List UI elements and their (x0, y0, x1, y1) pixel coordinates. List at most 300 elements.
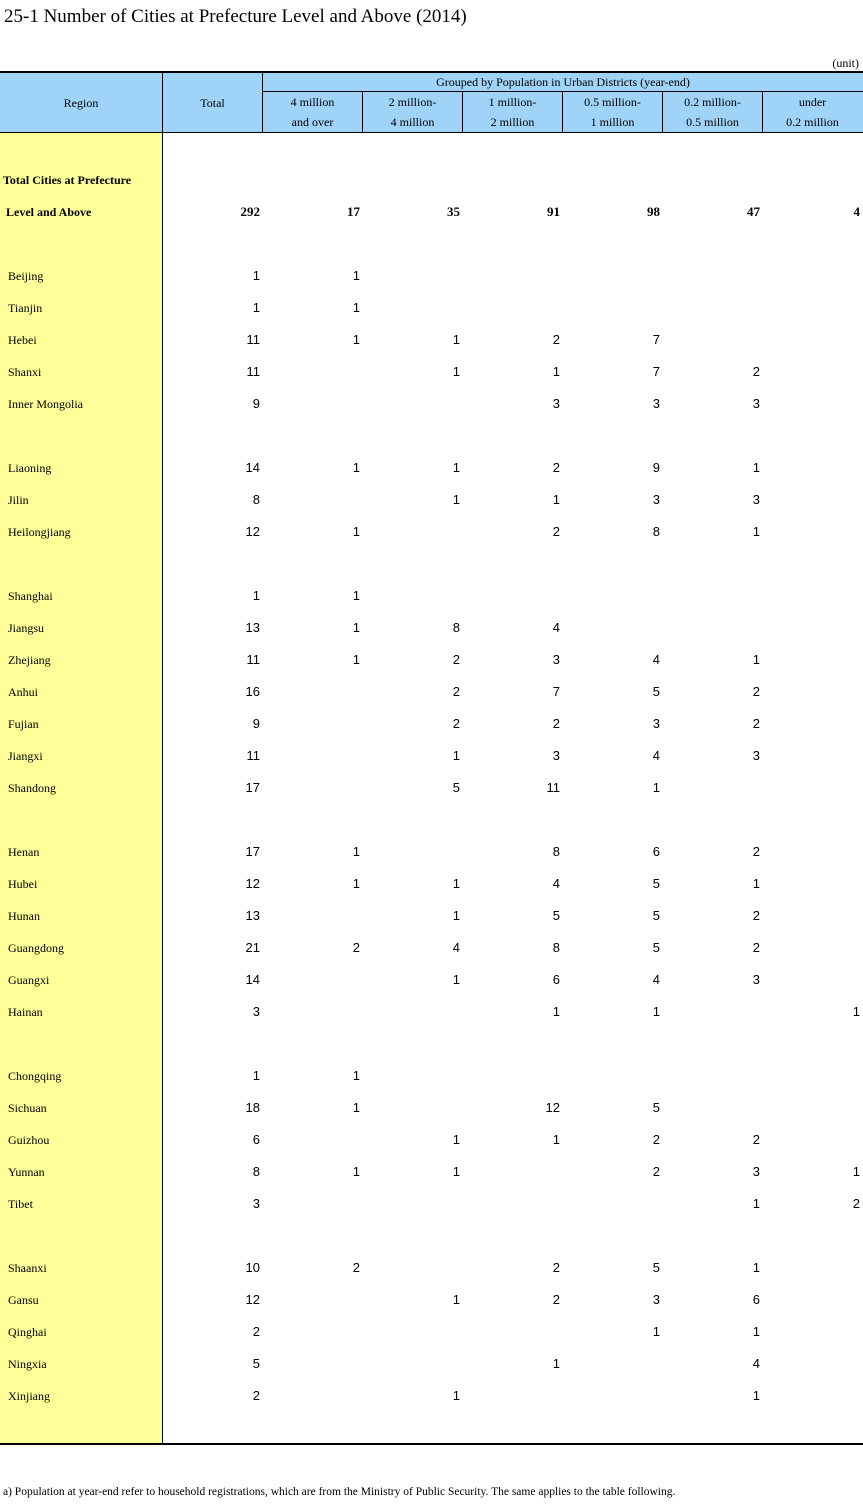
region-name: Shanghai (8, 589, 53, 603)
total-value: 13 (245, 908, 260, 923)
table-row (0, 644, 863, 676)
value-cell: 1 (652, 1324, 660, 1339)
header-bottom-border (0, 132, 863, 133)
total-value: 9 (252, 716, 260, 731)
value-cell: 9 (652, 460, 660, 475)
value-cell (380, 1092, 460, 1124)
header-line: 0.5 million (686, 115, 739, 129)
value-cell (280, 772, 360, 804)
value-cell: 3 (652, 716, 660, 731)
value-cell (780, 388, 860, 420)
value-cell: 2 (352, 940, 360, 955)
value-cell: 8 (652, 524, 660, 539)
region-name: Jiangxi (8, 749, 43, 763)
region-name: Tibet (8, 1197, 33, 1211)
total-value: 11 (246, 748, 260, 763)
header-line: 4 million (290, 95, 335, 109)
total-value: 2 (252, 1324, 260, 1339)
value-cell: 5 (652, 1100, 660, 1115)
total-value: 292 (240, 204, 260, 219)
value-cell: 1 (652, 1004, 660, 1019)
total-value: 18 (245, 1100, 260, 1115)
value-cell: 4 (552, 620, 560, 635)
table-row (0, 356, 863, 388)
value-cell: 1 (452, 364, 460, 379)
table-row (0, 1252, 863, 1284)
value-cell (380, 1316, 460, 1348)
value-cell: 1 (652, 780, 660, 795)
total-value: 11 (246, 332, 260, 347)
header-total: Total (200, 96, 225, 110)
value-cell (280, 1348, 360, 1380)
total-value: 17 (245, 780, 260, 795)
header-line: and over (291, 115, 334, 129)
value-cell: 1 (752, 524, 760, 539)
value-cell: 98 (647, 204, 660, 219)
value-cell: 5 (652, 940, 660, 955)
table-row (0, 1188, 863, 1220)
value-cell: 2 (352, 1260, 360, 1275)
value-cell: 1 (352, 268, 360, 283)
value-cell (480, 1060, 560, 1092)
value-cell: 7 (652, 364, 660, 379)
region-name: Fujian (8, 717, 39, 731)
table-row (0, 932, 863, 964)
value-cell (380, 388, 460, 420)
value-cell (780, 260, 860, 292)
value-cell (780, 644, 860, 676)
value-cell (780, 356, 860, 388)
total-row-label-line1: Total Cities at Prefecture (3, 173, 132, 187)
header-line: under (798, 95, 827, 109)
table-row (0, 324, 863, 356)
value-cell (280, 1284, 360, 1316)
value-cell: 1 (352, 876, 360, 891)
value-cell (680, 260, 760, 292)
value-cell: 3 (652, 492, 660, 507)
data-table (0, 71, 863, 1445)
value-cell: 4 (552, 876, 560, 891)
table-row (0, 708, 863, 740)
value-cell (280, 676, 360, 708)
table-row (0, 580, 863, 612)
table-row (0, 868, 863, 900)
value-cell: 1 (552, 492, 560, 507)
value-cell: 47 (747, 204, 760, 219)
value-cell: 5 (652, 684, 660, 699)
region-name: Jilin (8, 493, 29, 507)
value-cell: 5 (552, 908, 560, 923)
header-col-4m-plus (263, 92, 362, 132)
value-cell: 8 (552, 940, 560, 955)
value-cell (780, 676, 860, 708)
table-row-total (0, 196, 863, 228)
value-cell: 1 (352, 588, 360, 603)
value-cell: 1 (452, 908, 460, 923)
value-cell (480, 260, 560, 292)
value-cell (780, 1252, 860, 1284)
value-cell: 91 (547, 204, 560, 219)
value-cell (280, 484, 360, 516)
header-line: 0.5 million- (584, 95, 641, 109)
value-cell: 1 (752, 1388, 760, 1403)
value-cell (780, 324, 860, 356)
region-name: Jiangsu (8, 621, 44, 635)
value-cell (480, 1380, 560, 1412)
total-value: 12 (245, 524, 260, 539)
region-name: Shandong (8, 781, 56, 795)
value-cell: 1 (552, 1004, 560, 1019)
value-cell: 2 (452, 652, 460, 667)
header-col-under-02m (763, 92, 862, 132)
region-name: Liaoning (8, 461, 52, 475)
value-cell (680, 580, 760, 612)
header-line: 2 million- (388, 95, 437, 109)
total-value: 6 (252, 1132, 260, 1147)
unit-label: (unit) (832, 56, 859, 70)
value-cell (280, 388, 360, 420)
value-cell: 1 (552, 364, 560, 379)
value-cell (280, 1380, 360, 1412)
total-value: 5 (252, 1356, 260, 1371)
table-row (0, 1284, 863, 1316)
header-line: 1 million (590, 115, 635, 129)
value-cell (280, 1124, 360, 1156)
table-row (0, 996, 863, 1028)
value-cell (680, 612, 760, 644)
value-cell (280, 356, 360, 388)
total-value: 8 (252, 492, 260, 507)
value-cell: 2 (552, 1260, 560, 1275)
region-name: Guizhou (8, 1133, 50, 1147)
value-cell: 1 (352, 300, 360, 315)
value-cell (780, 1284, 860, 1316)
value-cell: 4 (652, 652, 660, 667)
value-cell: 1 (752, 876, 760, 891)
total-value: 3 (252, 1196, 260, 1211)
table-row (0, 676, 863, 708)
value-cell: 1 (752, 460, 760, 475)
region-name: Sichuan (8, 1101, 47, 1115)
value-cell: 1 (352, 844, 360, 859)
value-cell: 2 (652, 1164, 660, 1179)
value-cell: 3 (652, 1292, 660, 1307)
value-cell (280, 1188, 360, 1220)
value-cell (780, 1316, 860, 1348)
value-cell: 3 (752, 972, 760, 987)
value-cell (280, 996, 360, 1028)
value-cell (580, 1380, 660, 1412)
header-col-1m-2m (463, 92, 562, 132)
table-row (0, 740, 863, 772)
value-cell: 2 (752, 844, 760, 859)
table-row (0, 900, 863, 932)
header-group: Grouped by Population in Urban Districts (year-end) (436, 75, 690, 89)
total-value: 11 (246, 652, 260, 667)
header-line: 0.2 million- (684, 95, 741, 109)
header-line: 0.2 million (786, 115, 839, 129)
value-cell (480, 1316, 560, 1348)
value-cell: 1 (752, 1260, 760, 1275)
value-cell: 1 (852, 1164, 860, 1179)
value-cell: 2 (552, 1292, 560, 1307)
value-cell: 1 (352, 652, 360, 667)
total-value: 1 (252, 588, 260, 603)
value-cell: 5 (652, 1260, 660, 1275)
region-name: Shaanxi (8, 1261, 47, 1275)
value-cell (780, 932, 860, 964)
table-row (0, 452, 863, 484)
value-cell (580, 1060, 660, 1092)
value-cell: 1 (452, 332, 460, 347)
value-cell: 5 (452, 780, 460, 795)
value-cell: 2 (652, 1132, 660, 1147)
value-cell: 5 (652, 908, 660, 923)
value-cell: 2 (752, 716, 760, 731)
total-value: 1 (252, 1068, 260, 1083)
value-cell: 3 (552, 396, 560, 411)
value-cell: 2 (752, 1132, 760, 1147)
table-row (0, 964, 863, 996)
value-cell: 1 (752, 652, 760, 667)
value-cell (380, 1060, 460, 1092)
table-bottom-border (0, 1443, 863, 1445)
total-value: 9 (252, 396, 260, 411)
value-cell (380, 516, 460, 548)
value-cell: 4 (652, 972, 660, 987)
region-name: Hunan (8, 909, 40, 923)
value-cell (380, 836, 460, 868)
value-cell (780, 1092, 860, 1124)
value-cell (380, 1348, 460, 1380)
value-cell: 1 (452, 876, 460, 891)
header-line: 1 million- (488, 95, 537, 109)
value-cell: 2 (752, 364, 760, 379)
value-cell: 4 (452, 940, 460, 955)
value-cell (780, 900, 860, 932)
value-cell (480, 1188, 560, 1220)
value-cell: 6 (552, 972, 560, 987)
value-cell (780, 1380, 860, 1412)
value-cell (680, 324, 760, 356)
total-value: 11 (246, 364, 260, 379)
value-cell (780, 964, 860, 996)
value-cell (780, 580, 860, 612)
value-cell: 5 (652, 876, 660, 891)
region-name: Henan (8, 845, 40, 859)
table-row (0, 1060, 863, 1092)
value-cell: 2 (752, 684, 760, 699)
value-cell: 2 (552, 716, 560, 731)
value-cell: 12 (545, 1100, 560, 1115)
table-row (0, 484, 863, 516)
value-cell (780, 1060, 860, 1092)
total-value: 2 (252, 1388, 260, 1403)
value-cell: 7 (552, 684, 560, 699)
value-cell (280, 708, 360, 740)
total-value: 10 (245, 1260, 260, 1275)
value-cell: 1 (452, 1132, 460, 1147)
value-cell (580, 1188, 660, 1220)
header-region: Region (63, 96, 99, 110)
value-cell: 1 (752, 1324, 760, 1339)
region-name: Shanxi (8, 365, 42, 379)
value-cell: 1 (452, 748, 460, 763)
table-row (0, 1092, 863, 1124)
value-cell (780, 1124, 860, 1156)
value-cell: 1 (352, 1068, 360, 1083)
value-cell (580, 292, 660, 324)
table-row (0, 1380, 863, 1412)
value-cell: 3 (752, 492, 760, 507)
value-cell (780, 740, 860, 772)
region-name: Guangdong (8, 941, 64, 955)
value-cell: 2 (452, 684, 460, 699)
value-cell (680, 1092, 760, 1124)
value-cell: 3 (752, 1164, 760, 1179)
region-name: Yunnan (8, 1165, 45, 1179)
region-name: Zhejiang (8, 653, 51, 667)
total-value: 1 (252, 300, 260, 315)
value-cell: 3 (552, 652, 560, 667)
value-cell: 2 (452, 716, 460, 731)
total-value: 8 (252, 1164, 260, 1179)
value-cell (280, 900, 360, 932)
value-cell: 1 (452, 972, 460, 987)
value-cell (680, 772, 760, 804)
value-cell (580, 260, 660, 292)
value-cell (380, 580, 460, 612)
value-cell (780, 836, 860, 868)
region-name: Inner Mongolia (8, 397, 83, 411)
total-value: 21 (245, 940, 260, 955)
value-cell: 2 (752, 908, 760, 923)
value-cell: 11 (546, 780, 560, 795)
total-value: 13 (245, 620, 260, 635)
value-cell (580, 612, 660, 644)
value-cell: 1 (452, 1164, 460, 1179)
region-name: Qinghai (8, 1325, 47, 1339)
region-name: Tianjin (8, 301, 43, 315)
table-row (0, 836, 863, 868)
value-cell: 1 (352, 1164, 360, 1179)
value-cell (780, 1348, 860, 1380)
table-row (0, 772, 863, 804)
value-cell (780, 452, 860, 484)
value-cell: 8 (552, 844, 560, 859)
region-name: Anhui (8, 685, 38, 699)
value-cell (680, 1060, 760, 1092)
value-cell: 4 (853, 204, 860, 219)
value-cell: 1 (452, 1388, 460, 1403)
value-cell: 1 (352, 524, 360, 539)
value-cell: 6 (752, 1292, 760, 1307)
table-row (0, 292, 863, 324)
value-cell (780, 772, 860, 804)
table-row (0, 1348, 863, 1380)
region-name: Hainan (8, 1005, 43, 1019)
value-cell: 4 (752, 1356, 760, 1371)
value-cell (380, 996, 460, 1028)
value-cell: 2 (752, 940, 760, 955)
region-name: Heilongjiang (8, 525, 71, 539)
total-value: 14 (245, 972, 260, 987)
value-cell: 1 (452, 492, 460, 507)
value-cell (280, 964, 360, 996)
value-cell: 1 (752, 1196, 760, 1211)
region-name: Xinjiang (8, 1389, 50, 1403)
value-cell: 1 (552, 1356, 560, 1371)
value-cell (780, 612, 860, 644)
footnote: a) Population at year-end refer to household registrations, which are from the Ministry of Public Security. The same applies to the table following. (3, 1486, 676, 1498)
table-row (0, 516, 863, 548)
value-cell (280, 1316, 360, 1348)
value-cell: 1 (452, 1292, 460, 1307)
value-cell (380, 1188, 460, 1220)
header-col-2m-4m (363, 92, 462, 132)
value-cell (280, 740, 360, 772)
header-line: 2 million (490, 115, 535, 129)
value-cell (580, 1348, 660, 1380)
value-cell (680, 292, 760, 324)
value-cell (380, 260, 460, 292)
value-cell: 1 (352, 1100, 360, 1115)
value-cell (580, 580, 660, 612)
header-col-05m-1m (563, 92, 662, 132)
value-cell (480, 1156, 560, 1188)
value-cell (780, 292, 860, 324)
value-cell (380, 292, 460, 324)
value-cell: 8 (452, 620, 460, 635)
region-name: Chongqing (8, 1069, 62, 1083)
value-cell: 7 (652, 332, 660, 347)
value-cell: 2 (552, 460, 560, 475)
header-line: 4 million (390, 115, 435, 129)
region-name: Gansu (8, 1293, 39, 1307)
region-name: Hebei (8, 333, 37, 347)
value-cell: 35 (447, 204, 460, 219)
table-row (0, 1316, 863, 1348)
table-row (0, 1156, 863, 1188)
header-col-02m-05m (663, 92, 762, 132)
value-cell: 17 (347, 204, 360, 219)
value-cell (780, 516, 860, 548)
value-cell (480, 580, 560, 612)
value-cell (680, 996, 760, 1028)
region-name: Hubei (8, 877, 38, 891)
total-row-label-line2: Level and Above (6, 205, 92, 219)
value-cell: 1 (452, 460, 460, 475)
value-cell: 1 (852, 1004, 860, 1019)
value-cell: 3 (752, 396, 760, 411)
total-value: 16 (245, 684, 260, 699)
total-value: 12 (245, 876, 260, 891)
region-name: Guangxi (8, 973, 50, 987)
region-name: Ningxia (8, 1357, 47, 1371)
total-value: 3 (252, 1004, 260, 1019)
value-cell (480, 292, 560, 324)
value-cell: 2 (852, 1196, 860, 1211)
value-cell: 2 (552, 332, 560, 347)
region-name: Beijing (8, 269, 44, 283)
value-cell: 2 (552, 524, 560, 539)
value-cell (780, 484, 860, 516)
total-value: 17 (245, 844, 260, 859)
value-cell: 3 (552, 748, 560, 763)
page-title: 25-1 Number of Cities at Prefecture Level and Above (2014) (4, 6, 467, 27)
value-cell: 1 (352, 332, 360, 347)
value-cell: 1 (352, 620, 360, 635)
